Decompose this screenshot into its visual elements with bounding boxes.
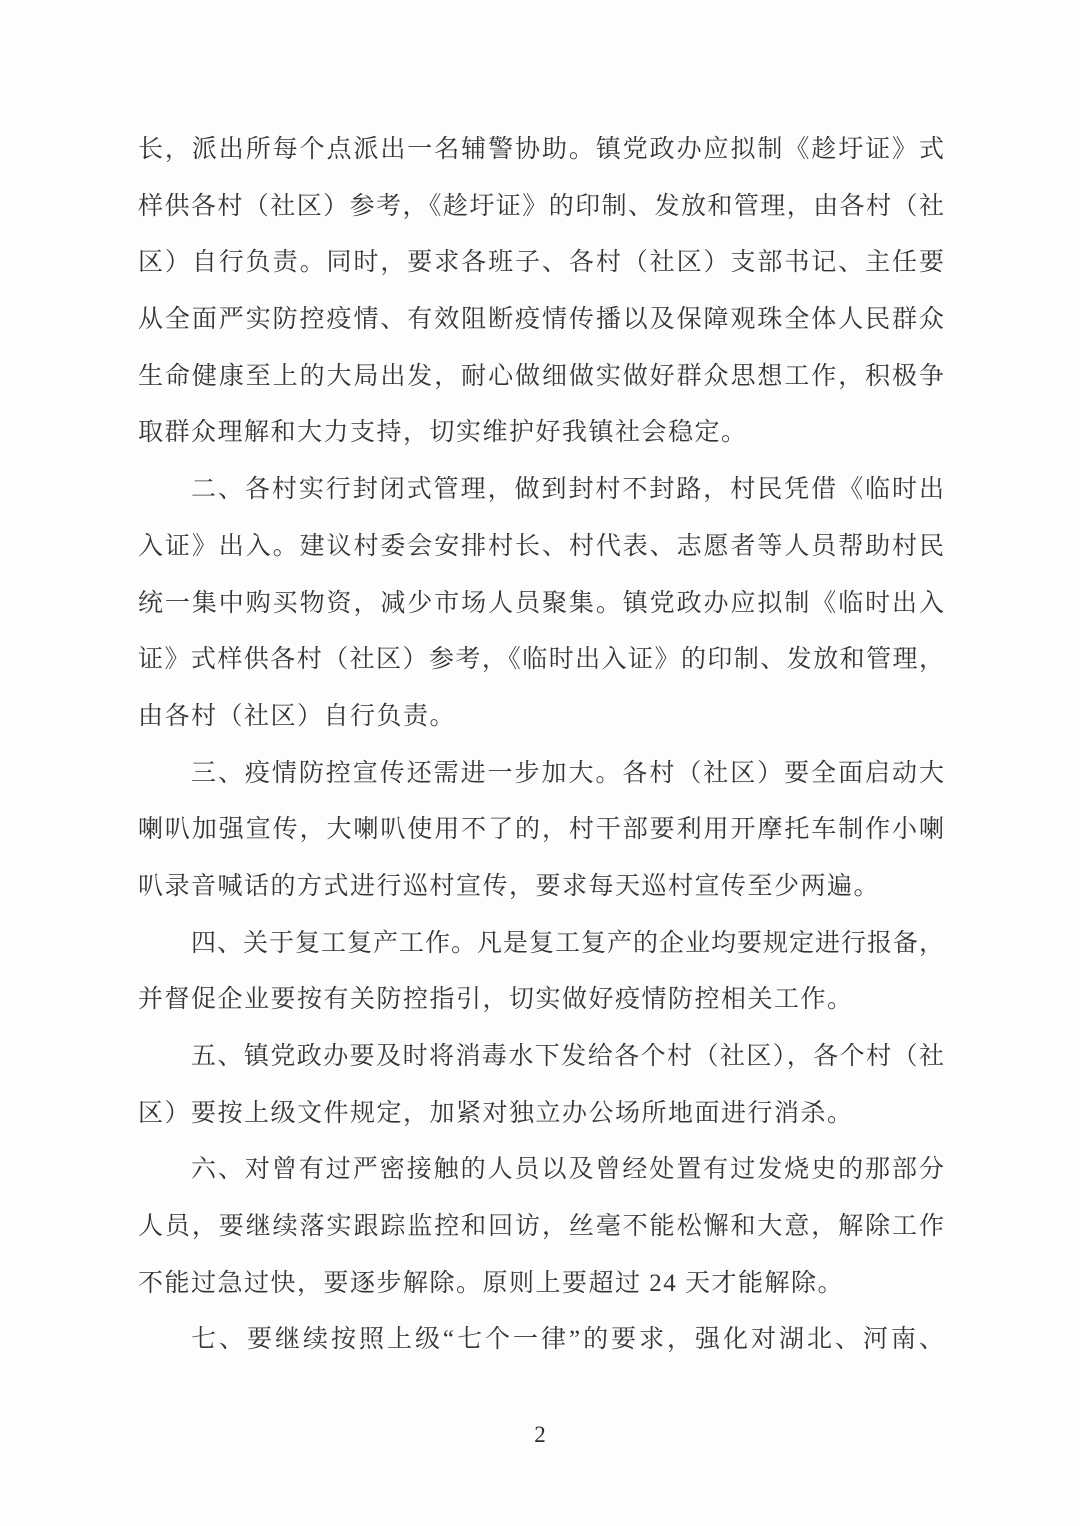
text-line: 喇叭加强宣传，大喇叭使用不了的，村干部要利用开摩托车制作小喇 xyxy=(138,816,944,844)
text-line: 样供各村（社区）参考，《趁圩证》的印制、发放和管理，由各村（社 xyxy=(138,192,944,220)
text-line: 取群众理解和大力支持，切实维护好我镇社会稳定。 xyxy=(138,419,748,447)
text-line: 五、镇党政办要及时将消毒水下发给各个村（社区），各个村（社 xyxy=(191,1043,944,1070)
text-line: 并督促企业要按有关防控指引，切实做好疫情防控相关工作。 xyxy=(138,986,854,1014)
text-line: 统一集中购买物资，减少市场人员聚集。镇党政办应拟制《临时出入 xyxy=(138,589,944,617)
text-line: 三、疫情防控宣传还需进一步加大。各村（社区）要全面启动大 xyxy=(191,759,944,787)
text-line: 四、关于复工复产工作。凡是复工复产的企业均要规定进行报备， xyxy=(191,929,944,957)
text-line: 区）自行负责。同时，要求各班子、各村（社区）支部书记、主任要 xyxy=(138,249,944,277)
text-line: 从全面严实防控疫情、有效阻断疫情传播以及保障观珠全体人民群众 xyxy=(138,306,944,334)
text-line: 由各村（社区）自行负责。 xyxy=(138,702,457,730)
document-body xyxy=(138,122,944,1369)
text-line: 人员，要继续落实跟踪监控和回访，丝毫不能松懈和大意，解除工作 xyxy=(138,1213,944,1241)
text-line: 入证》出入。建议村委会安排村长、村代表、志愿者等人员帮助村民 xyxy=(138,532,944,560)
text-line: 不能过急过快，要逐步解除。原则上要超过 24 天才能解除。 xyxy=(138,1269,845,1297)
text-line: 六、对曾有过严密接触的人员以及曾经处置有过发烧史的那部分 xyxy=(191,1156,944,1184)
text-line: 长，派出所每个点派出一名辅警协助。镇党政办应拟制《趁圩证》式 xyxy=(138,136,944,163)
text-line: 七、要继续按照上级“七个一律”的要求，强化对湖北、河南、 xyxy=(191,1326,944,1354)
text-line: 区）要按上级文件规定，加紧对独立办公场所地面进行消杀。 xyxy=(138,1099,854,1127)
text-line: 证》式样供各村（社区）参考，《临时出入证》的印制、发放和管理， xyxy=(138,646,944,674)
text-line: 二、各村实行封闭式管理，做到封村不封路，村民凭借《临时出 xyxy=(191,476,944,504)
text-line: 叭录音喊话的方式进行巡村宣传，要求每天巡村宣传至少两遍。 xyxy=(138,872,881,900)
page-number: 2 xyxy=(534,1422,546,1447)
text-line: 生命健康至上的大局出发，耐心做细做实做好群众思想工作，积极争 xyxy=(138,362,944,390)
